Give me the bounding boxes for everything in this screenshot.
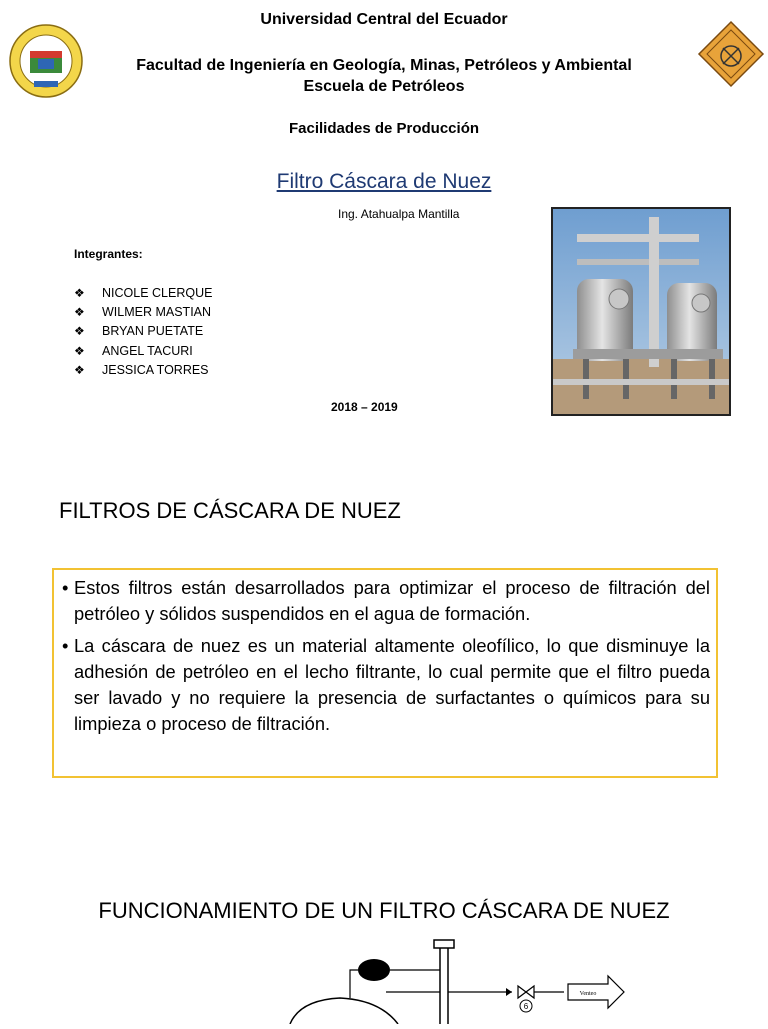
members-label: Integrantes:: [74, 247, 143, 261]
section-heading-filters: FILTROS DE CÁSCARA DE NUEZ: [59, 498, 401, 523]
filter-tanks-photo: [551, 207, 731, 416]
list-item: ❖ JESSICA TORRES: [74, 362, 209, 377]
university-name: Universidad Central del Ecuador: [260, 11, 508, 28]
description-box: [52, 568, 718, 778]
faculty-name: [0, 55, 768, 97]
members-list: [74, 283, 212, 379]
academic-years: 2018 – 2019: [331, 400, 398, 414]
faculty-line-2: Escuela de Petróleos: [303, 78, 465, 95]
diamond-bullet-icon: ❖: [74, 362, 85, 377]
valve-label: 6: [523, 1002, 529, 1011]
section-heading-operation: FUNCIONAMIENTO DE UN FILTRO CÁSCARA DE NUEZ: [98, 898, 670, 923]
list-item: ❖ ANGEL TACURI: [74, 343, 193, 358]
list-item: ❖ WILMER MASTIAN: [74, 304, 212, 319]
process-diagram: [280, 938, 640, 1024]
list-item: • Estos filtros están desarrollados para optimizar el proceso de filtración del petróleo y sólidos suspendidos en el agua de formación.: [62, 577, 710, 624]
list-item: • La cáscara de nuez es un material altamente oleofílico, lo que disminuye la adhesión de petróleo en el lecho filtrante, lo cual permite que el filtro pueda ser lavado y no requiere la presencia de surfactantes o químicos para su limpieza o proceso de filtración.: [62, 635, 710, 734]
list-item: ❖ BRYAN PUETATE: [74, 324, 204, 339]
bullet-icon: •: [62, 635, 69, 656]
diamond-bullet-icon: ❖: [74, 285, 85, 300]
diamond-bullet-icon: ❖: [74, 304, 85, 319]
diamond-bullet-icon: ❖: [74, 343, 85, 358]
list-item: ❖ NICOLE CLERQUE: [74, 285, 213, 300]
document-title: Filtro Cáscara de Nuez: [276, 170, 492, 193]
bullet-icon: •: [62, 577, 69, 598]
outlet-label: Venteo: [579, 991, 597, 997]
instructor-name: Ing. Atahualpa Mantilla: [338, 207, 460, 221]
subject-name: Facilidades de Producción: [288, 120, 480, 137]
faculty-line-1: Facultad de Ingeniería en Geología, Minas, Petróleos y Ambiental: [136, 57, 632, 74]
diamond-bullet-icon: ❖: [74, 324, 85, 339]
